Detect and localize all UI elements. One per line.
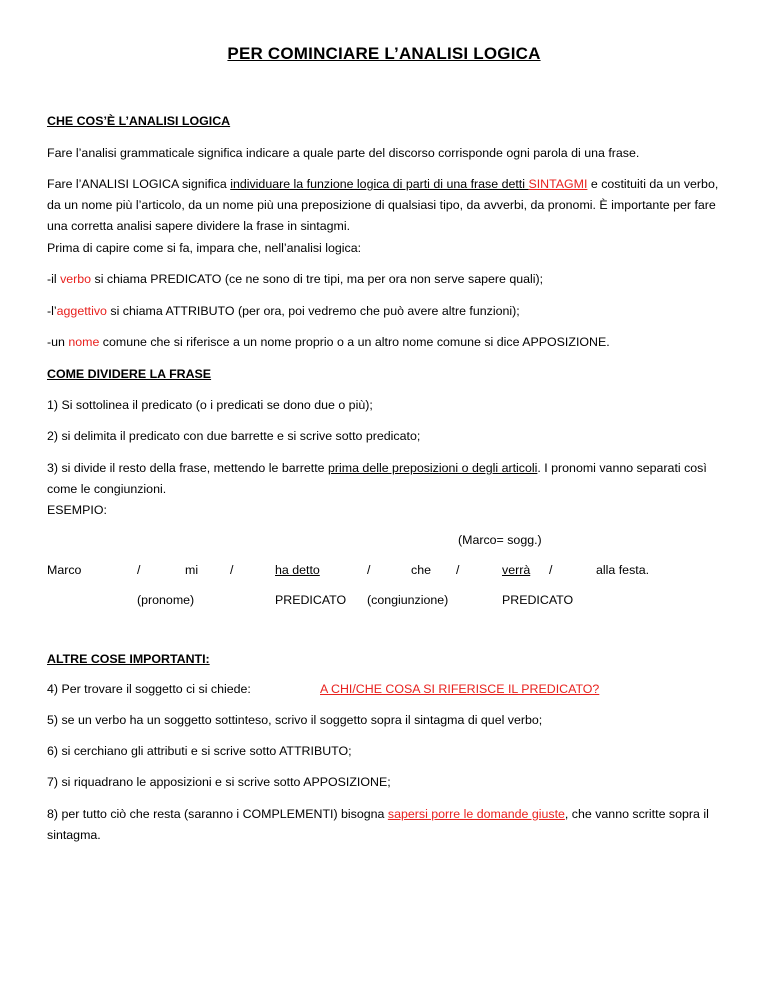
highlight-nome: nome [68, 335, 100, 349]
example-word-verra: verrà [502, 563, 531, 577]
rule-adjective [47, 301, 727, 322]
paragraph-logical-analysis-intro: Fare l’ANALISI LOGICA significa [47, 177, 231, 191]
rule-noun [47, 332, 727, 353]
step-3-intro: 3) si divide il resto della frase, mettendo le barrette [47, 461, 328, 475]
example-label-predicato: PREDICATO [275, 593, 347, 607]
item-8-rest: , che vanno scritte sopra il sintagma. [47, 807, 709, 842]
paragraph-grammatical-analysis: Fare l’analisi grammaticale significa indicare a quale parte del discorso corrisponde ogni parola di una frase. [47, 146, 640, 160]
underlined-definition: individuare la funzione logica di parti di una frase detti [230, 177, 529, 191]
rule-verb-prefix: -il [47, 272, 61, 286]
highlight-verbo: verbo [60, 272, 92, 286]
example-label-pronome: (pronome) [137, 593, 195, 607]
example-word-ha-detto: ha detto [275, 563, 320, 577]
rule-adjective-text: si chiama ATTRIBUTO (per ora, poi vedremo che può avere altre funzioni); [106, 304, 520, 318]
example-label-congiunzione: (congiunzione) [367, 593, 449, 607]
highlight-sintagmi: SINTAGMI [528, 177, 588, 191]
rule-noun-text: comune che si riferisce a un nome proprio o a un altro nome comune si dice APPOSIZIONE. [99, 335, 610, 349]
rule-adjective-prefix: -l’ [47, 304, 57, 318]
item-7: 7) si riquadrano le apposizioni e si scrive sotto APPOSIZIONE; [47, 775, 391, 789]
rule-noun-prefix: -un [47, 335, 69, 349]
example-label-predicato: PREDICATO [502, 593, 574, 607]
paragraph-logical-analysis [47, 174, 727, 237]
example-slash: / [456, 563, 460, 577]
item-4-question: A CHI/CHE COSA SI RIFERISCE IL PREDICATO? [320, 682, 600, 696]
section-heading-divide: COME DIVIDERE LA FRASE [47, 367, 212, 381]
example-word-marco: Marco [47, 563, 82, 577]
item-8-intro: 8) per tutto ciò che resta (saranno i COMPLEMENTI) bisogna [47, 807, 388, 821]
section-heading-important: ALTRE COSE IMPORTANTI: [47, 652, 210, 666]
step-3 [47, 458, 727, 500]
rule-verb-text: si chiama PREDICATO (ce ne sono di tre tipi, ma per ora non serve sapere quali); [91, 272, 544, 286]
item-4-label: 4) Per trovare il soggetto ci si chiede: [47, 682, 251, 696]
rule-verb [47, 269, 727, 290]
example-slash: / [230, 563, 234, 577]
example-word-alla-festa: alla festa. [596, 563, 650, 577]
page-title: PER COMINCIARE L’ANALISI LOGICA [227, 44, 541, 63]
highlight-domande-giuste: sapersi porre le domande giuste [387, 807, 565, 821]
paragraph-logical-analysis-rest: e costituiti da un verbo, da un nome più l’articolo, da un nome più una preposizione di qualsiasi tipo, da avverbi, da pronomi. È importante per fare una corretta analisi sapere dividere la frase in sintagmi. [47, 177, 719, 233]
example-slash: / [137, 563, 141, 577]
example-label: ESEMPIO: [47, 503, 107, 517]
section-heading-what-is: CHE COS’È L’ANALISI LOGICA [47, 114, 231, 128]
example-slash: / [367, 563, 371, 577]
step-2: 2) si delimita il predicato con due barrette e si scrive sotto predicato; [47, 429, 421, 443]
example-slash: / [549, 563, 553, 577]
underlined-rule: prima delle preposizioni o degli articoli [328, 461, 538, 475]
item-5: 5) se un verbo ha un soggetto sottinteso, scrivo il soggetto sopra il sintagma di quel verbo; [47, 713, 543, 727]
item-8 [47, 804, 727, 846]
example-subject-note: (Marco= sogg.) [458, 533, 542, 547]
paragraph-intro-rules: Prima di capire come si fa, impara che, nell’analisi logica: [47, 241, 362, 255]
item-6: 6) si cerchiano gli attributi e si scrive sotto ATTRIBUTO; [47, 744, 352, 758]
highlight-aggettivo: aggettivo [56, 304, 107, 318]
step-1: 1) Si sottolinea il predicato (o i predicati se dono due o più); [47, 398, 373, 412]
step-3-rest: . I pronomi vanno separati così come le congiunzioni. [47, 461, 707, 496]
example-word-che: che [411, 563, 431, 577]
example-word-mi: mi [185, 563, 199, 577]
